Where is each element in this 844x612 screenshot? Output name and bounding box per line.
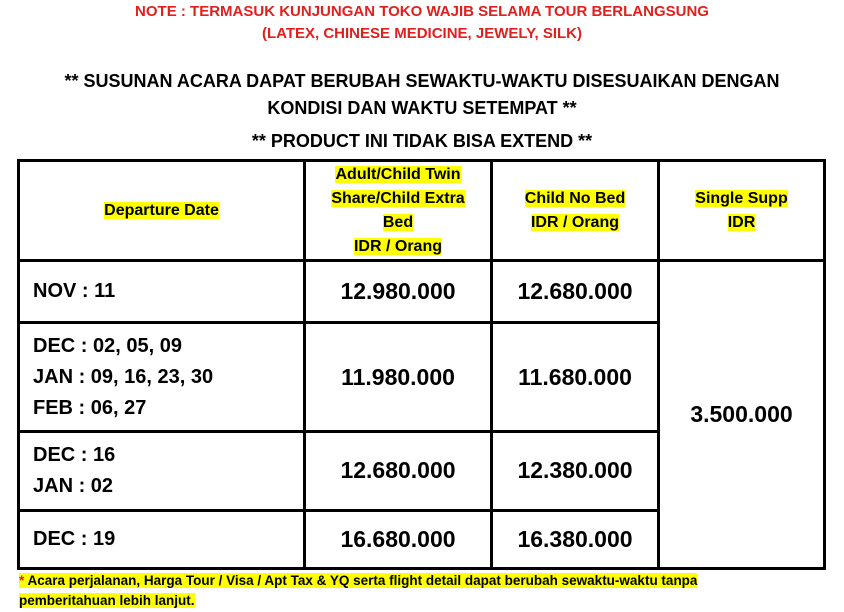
child-no-bed-price: 11.680.000: [492, 323, 659, 431]
child-no-bed-price: 16.380.000: [492, 510, 659, 568]
note-shopping-items: (LATEX, CHINESE MEDICINE, JEWELY, SILK): [261, 25, 583, 42]
adult-price: 11.980.000: [305, 323, 492, 431]
adult-price: 16.680.000: [305, 510, 492, 568]
table-header-row: [19, 161, 825, 261]
departure-dates: NOV : 11: [19, 261, 305, 323]
footer-line-2: pemberitahuan lebih lanjut.: [19, 593, 195, 608]
footer-line-1: Acara perjalanan, Harga Tour / Visa / Apt Tax & YQ serta flight detail dapat berubah sewaktu-waktu tanpa: [24, 573, 698, 588]
schedule-change-headline: [0, 68, 844, 122]
no-extend-headline: ** PRODUCT INI TIDAK BISA EXTEND **: [251, 131, 593, 151]
footer-asterisk: *: [19, 573, 25, 588]
departure-dates: DEC : 16 JAN : 02: [19, 431, 305, 510]
child-no-bed-price: 12.380.000: [492, 431, 659, 510]
adult-price: 12.980.000: [305, 261, 492, 323]
departure-dates: DEC : 19: [19, 510, 305, 568]
note-shopping: NOTE : TERMASUK KUNJUNGAN TOKO WAJIB SELAMA TOUR BERLANGSUNG: [135, 3, 709, 20]
schedule-line-1: ** SUSUNAN ACARA DAPAT BERUBAH SEWAKTU-WAKTU DISESUAIKAN DENGAN: [64, 71, 780, 91]
header-child-no-bed: Child No Bed IDR / Orang: [492, 161, 659, 261]
schedule-line-2: KONDISI DAN WAKTU SETEMPAT **: [267, 98, 577, 118]
footer-disclaimer: [19, 571, 824, 611]
adult-price: 12.680.000: [305, 431, 492, 510]
price-table: [17, 159, 826, 570]
header-single-supp: Single Supp IDR: [659, 161, 825, 261]
departure-dates: DEC : 02, 05, 09 JAN : 09, 16, 23, 30 FEB : 06, 27: [19, 323, 305, 431]
header-departure-date: Departure Date: [19, 161, 305, 261]
table-row: [19, 261, 825, 323]
single-supp-price: 3.500.000: [659, 261, 825, 569]
header-adult-price: Adult/Child Twin Share/Child Extra Bed IDR / Orang: [305, 161, 492, 261]
child-no-bed-price: 12.680.000: [492, 261, 659, 323]
